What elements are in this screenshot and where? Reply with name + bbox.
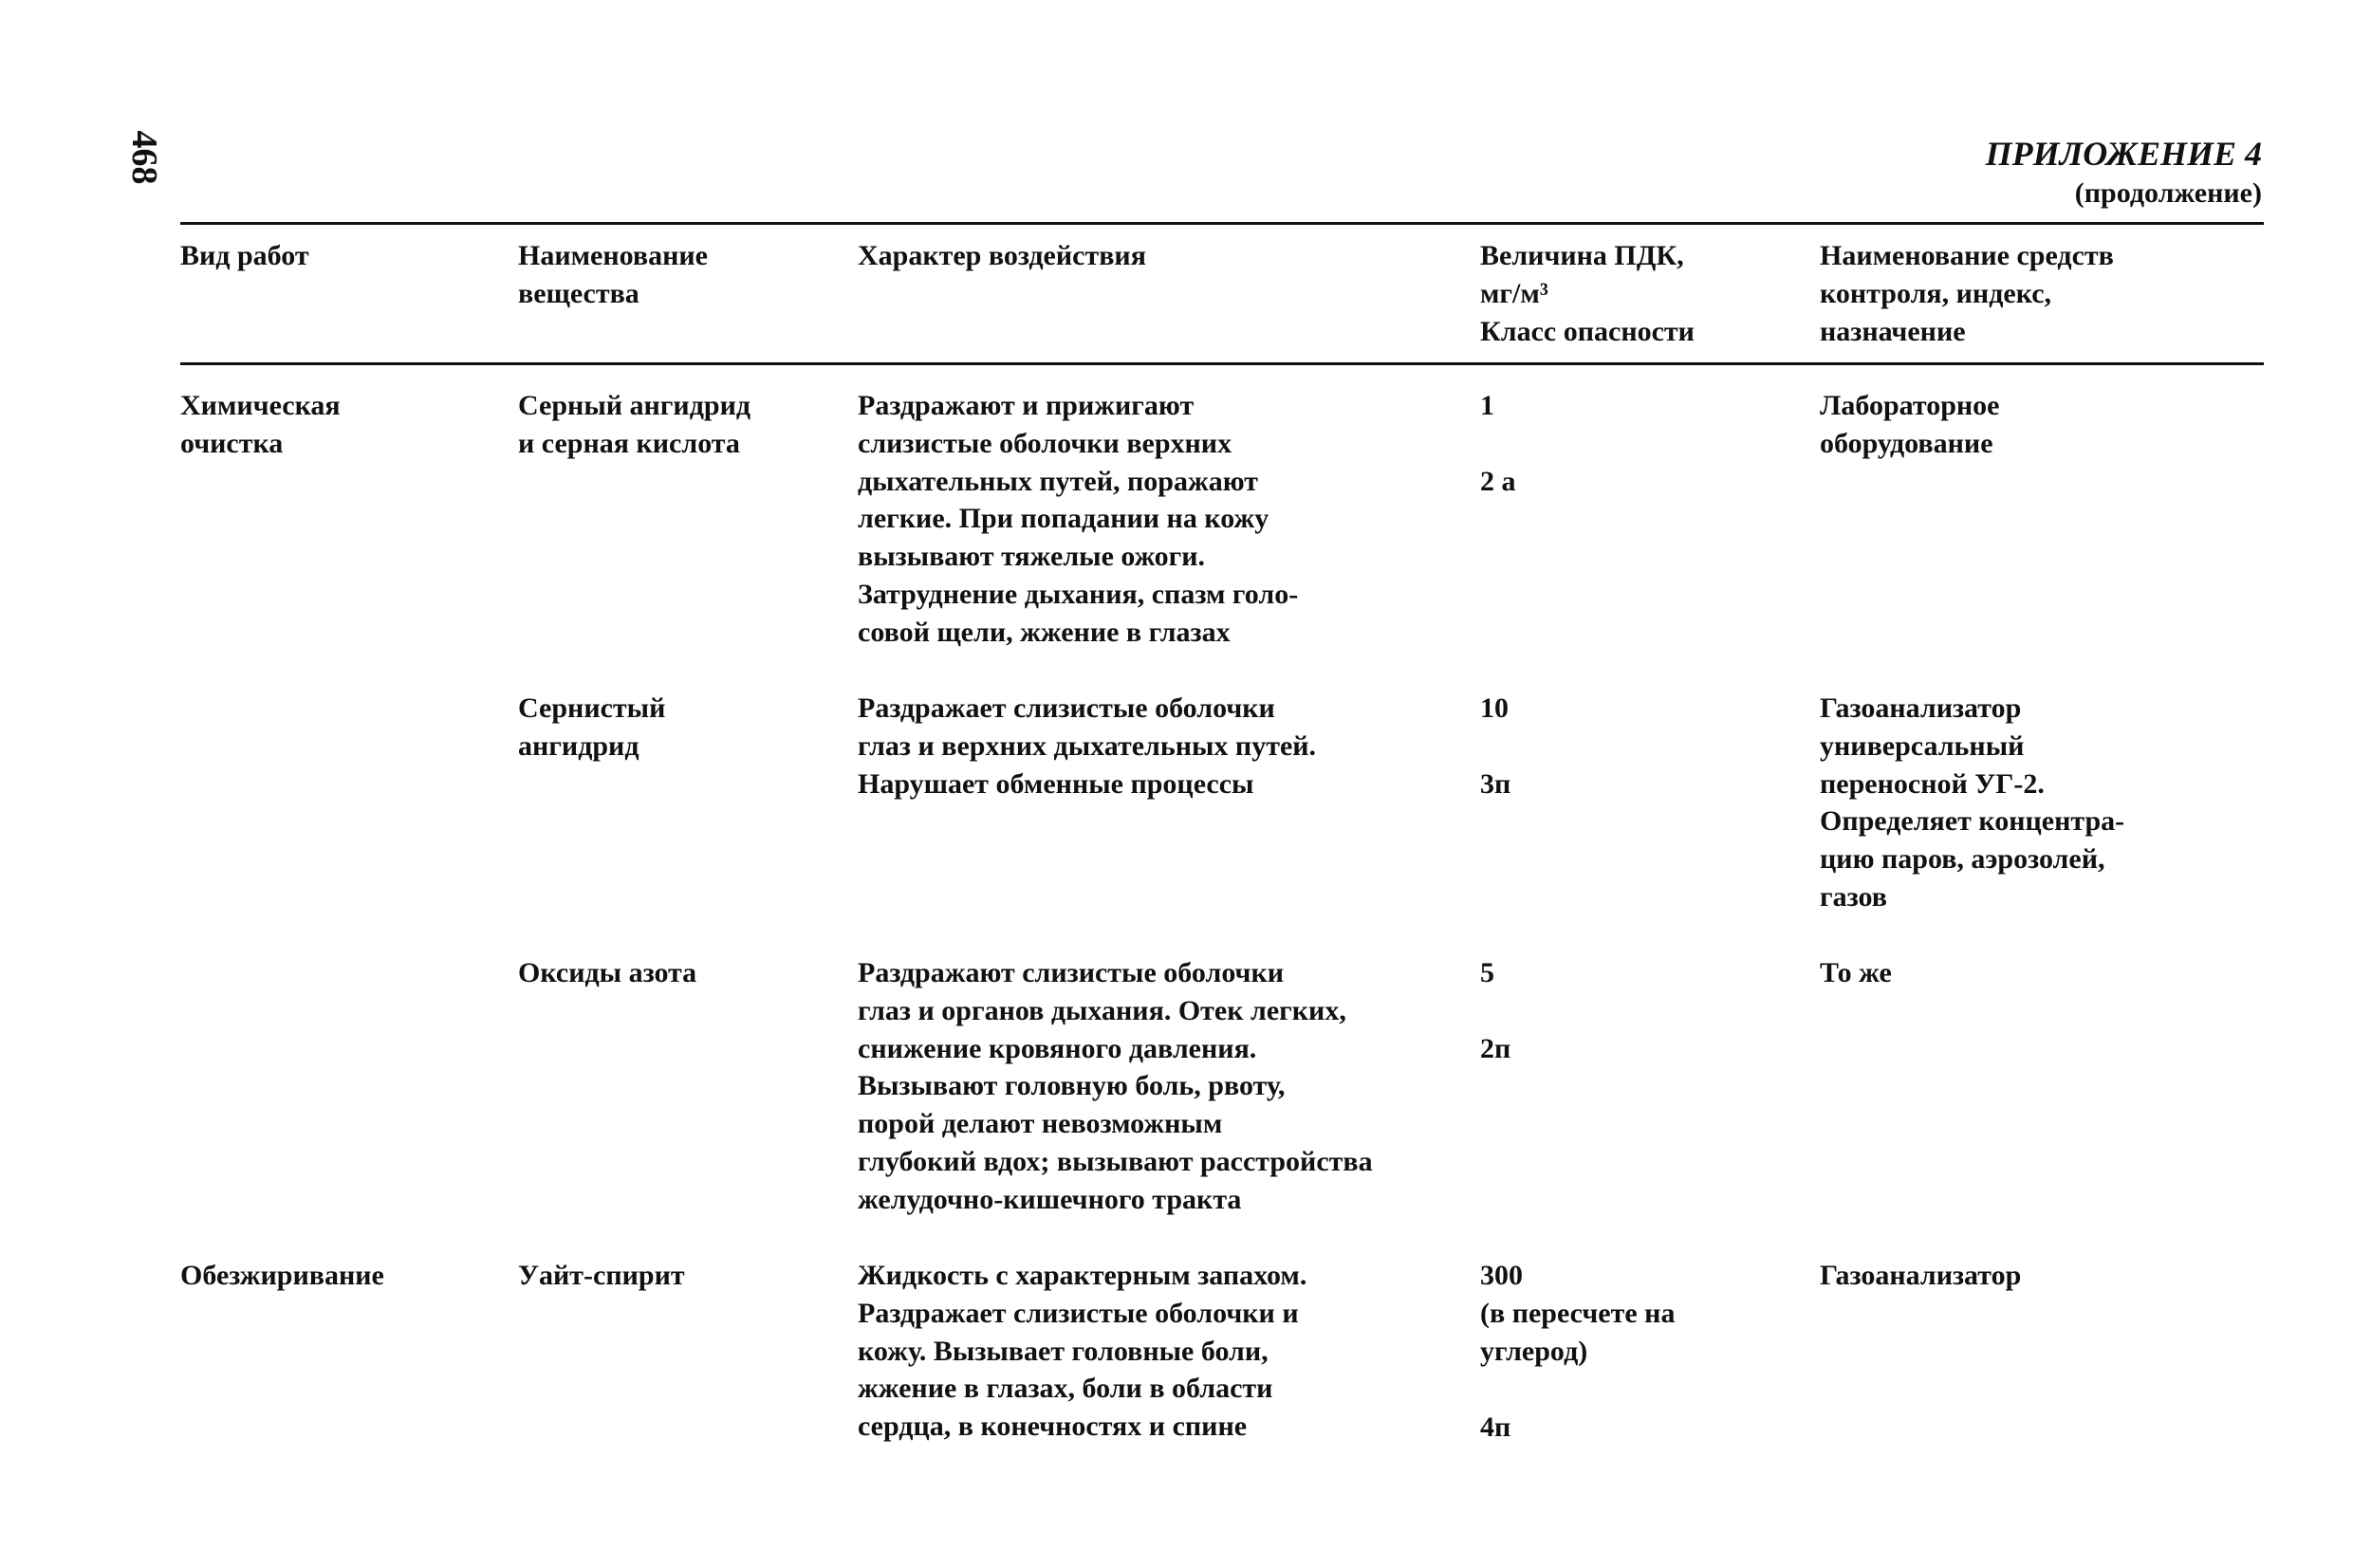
cell-work-type: Обезжиривание <box>180 1260 384 1291</box>
cell-control-means: Лабораторное оборудование <box>1820 390 2000 459</box>
appendix-heading <box>1986 133 2262 212</box>
cell-pdk: 10 <box>1480 692 1509 724</box>
header-substance: Наименование вещества <box>518 240 708 309</box>
header-pdk-class: Величина ПДК, мг/м³ Класс опасности <box>1480 240 1695 347</box>
table-top-rule <box>180 222 2264 225</box>
cell-pdk: 5 <box>1480 957 1494 988</box>
cell-hazard-class: 2 а <box>1480 466 1516 497</box>
cell-hazard-class: 2п <box>1480 1033 1511 1064</box>
cell-hazard-class: 4п <box>1480 1411 1511 1443</box>
cell-effect: Раздражает слизистые оболочки глаз и верхних дыхательных путей. Нарушает обменные процессы <box>858 692 1317 800</box>
cell-substance: Серный ангидрид и серная кислота <box>518 390 751 459</box>
cell-effect: Раздражают и прижигают слизистые оболочки верхних дыхательных путей, поражают легкие. При попадании на кожу вызывают тяжелые ожоги. Затруднение дыхания, спазм голо- совой щели, жжение в глазах <box>858 390 1299 648</box>
appendix-title: ПРИЛОЖЕНИЕ 4 <box>1985 135 2262 173</box>
cell-effect: Раздражают слизистые оболочки глаз и органов дыхания. Отек легких, снижение кровяного давления. Вызывают головную боль, рвоту, порой делают невозможным глубокий вдох; вызывают расстройства желудочно-кишечного тракта <box>858 957 1373 1215</box>
cell-substance: Уайт-спирит <box>518 1260 685 1291</box>
header-work-type: Вид работ <box>180 240 309 271</box>
cell-work-type: Химическая очистка <box>180 390 341 459</box>
table-header-rule <box>180 362 2264 365</box>
cell-effect: Жидкость с характерным запахом. Раздражает слизистые оболочки и кожу. Вызывает головные боли, жжение в глазах, боли в области сердца, в конечностях и спине <box>858 1260 1307 1443</box>
page-number: 468 <box>124 130 164 185</box>
cell-substance: Оксиды азота <box>518 957 697 988</box>
cell-control-means: То же <box>1820 957 1892 988</box>
cell-substance: Сернистый ангидрид <box>518 692 666 762</box>
appendix-subtitle: (продолжение) <box>2074 177 2262 209</box>
cell-hazard-class: 3п <box>1480 768 1511 800</box>
cell-control-means: Газоанализатор универсальный переносной УГ-2. Определяет концентра- цию паров, аэрозолей, газов <box>1820 692 2125 913</box>
header-effect: Характер воздействия <box>858 240 1146 271</box>
cell-control-means: Газоанализатор <box>1820 1260 2022 1291</box>
cell-pdk: 300 (в пересчете на углерод) <box>1480 1260 1676 1367</box>
header-control-means: Наименование средств контроля, индекс, назначение <box>1820 240 2114 347</box>
cell-pdk: 1 <box>1480 390 1494 421</box>
